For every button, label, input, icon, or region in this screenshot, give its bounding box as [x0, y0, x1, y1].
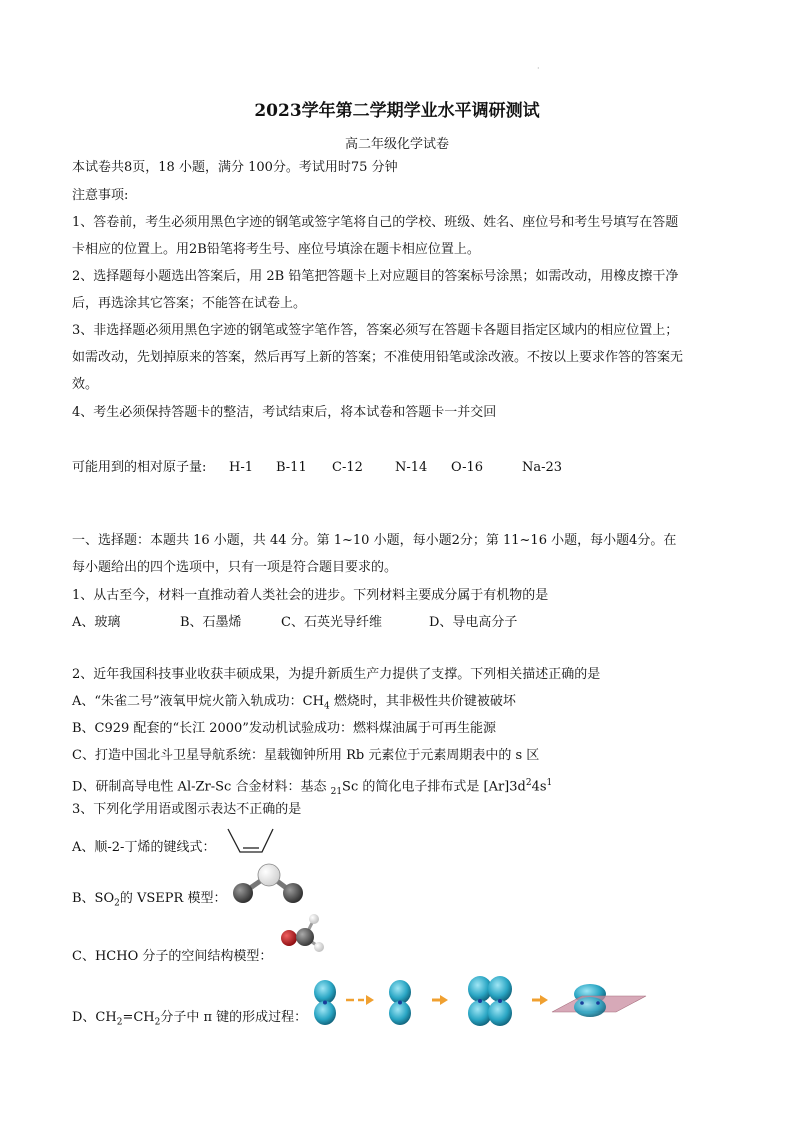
question-2-stem: 2、近年我国科技事业收获丰硕成果，为提升新质生产力提供了支撑。下列相关描述正确的是	[72, 667, 601, 682]
option-b-text-1: B、SO	[72, 891, 115, 906]
oxygen-atom-right	[283, 883, 303, 903]
option-d-superscript-2: 1	[546, 778, 553, 788]
note-3-line-2: 如需改动，先划掉原来的答案，然后再写上新的答案；不准使用铅笔或涂改液。不按以上要求作答的答案无	[72, 350, 684, 365]
atomic-mass-b: B-11	[276, 460, 307, 475]
option-d-subscript-1: 2	[116, 1017, 123, 1028]
sulfur-atom	[258, 864, 280, 886]
p-orbital-left-stage-1	[314, 980, 336, 1025]
atomic-mass-na: Na-23	[522, 460, 563, 475]
hydrogen-atom-top	[309, 914, 319, 924]
exam-title: 2023学年第二学期学业水平调研测试	[254, 101, 540, 121]
option-d-subscript-2: 2	[154, 1017, 161, 1028]
question-1-stem: 1、从古至今，材料一直推动着人类社会的进步。下列材料主要成分属于有机物的是	[72, 588, 549, 603]
note-4: 4、考生必须保持答题卡的整洁，考试结束后，将本试卷和答题卡一并交回	[72, 405, 497, 420]
atomic-mass-o: O-16	[451, 460, 484, 475]
oxygen-atom	[281, 930, 297, 946]
arrow-3	[532, 995, 548, 1005]
question-3-stem: 3、下列化学用语或图示表达不正确的是	[72, 802, 302, 817]
option-d-text-3: 4s	[531, 779, 547, 795]
question-3-option-d	[72, 1008, 307, 1033]
question-2-option-c: C、打造中国北斗卫星导航系统：星载铷钟所用 Rb 元素位于元素周期表中的 s 区	[72, 748, 540, 763]
section-1-intro-line-1: 一、选择题：本题共 16 小题，共 44 分。第 1~10 小题，每小题2分；第 11~16 小题，每小题4分。在	[72, 533, 677, 548]
oxygen-atom-left	[233, 883, 253, 903]
atomic-mass-c: C-12	[332, 460, 363, 475]
note-2-line-2: 后，再选涂其它答案；不能答在试卷上。	[72, 296, 307, 311]
exam-info: 本试卷共8页，18 小题，满分 100分。考试用时75 分钟	[72, 160, 398, 175]
atomic-mass-label: 可能用到的相对原子量:	[72, 460, 207, 475]
question-1-option-d: D、导电高分子	[429, 615, 518, 630]
atomic-mass-n: N-14	[395, 460, 428, 475]
option-b-text-2: 的 VSEPR 模型：	[119, 891, 227, 906]
note-2-line-1: 2、选择题每小题选出答案后，用 2B 铅笔把答题卡上对应题目的答案标号涂黑；如需改动，用橡皮擦干净	[72, 269, 679, 284]
hcho-space-model-figure	[278, 911, 328, 959]
option-d-subscript: 21	[330, 786, 343, 797]
option-d-text-2: Sc 的简化电子排布式是 [Ar]3d	[342, 779, 526, 795]
atomic-mass-h: H-1	[229, 460, 254, 475]
question-1-option-c: C、石英光导纤维	[281, 615, 382, 630]
option-d-text-1: D、CH	[72, 1010, 117, 1025]
carbon-atom	[296, 928, 314, 946]
overlapping-p-orbitals	[468, 976, 512, 1026]
cis-2-butene-skeletal-figure	[226, 826, 276, 856]
option-d-text-3: 分子中 π 键的形成过程：	[160, 1010, 308, 1025]
option-b-subscript: 2	[114, 898, 120, 909]
question-1-option-b: B、石墨烯	[180, 615, 242, 630]
pi-bond-formation-figure	[310, 972, 650, 1032]
question-2-option-a	[72, 692, 516, 717]
section-1-intro-line-2: 每小题给出的四个选项中，只有一项是符合题目要求的。	[72, 560, 398, 575]
hydrogen-atom-bottom	[314, 942, 324, 952]
option-d-text-1: D、研制高导电性 Al-Zr-Sc 合金材料：基态	[72, 779, 331, 795]
note-1-line-1: 1、答卷前，考生必须用黑色字迹的钢笔或签字笔将自己的学校、班级、姓名、座位号和考生号填写在答题	[72, 215, 679, 230]
so2-vsepr-model-figure	[230, 862, 306, 906]
question-2-option-d	[72, 773, 552, 802]
option-d-text-2: =CH	[122, 1010, 155, 1025]
question-3-option-b	[72, 889, 226, 914]
note-3-line-3: 效。	[72, 377, 99, 392]
arrow-2	[432, 995, 448, 1005]
scan-speck: ·	[537, 64, 540, 73]
option-a-text-1: A、“朱雀二号”液氧甲烷火箭入轨成功：CH	[72, 694, 324, 709]
question-3-option-c: C、HCHO 分子的空间结构模型：	[72, 949, 273, 964]
option-d-superscript-1: 2	[525, 778, 532, 788]
p-orbital-right-stage-1	[389, 980, 411, 1025]
question-1-option-a: A、玻璃	[72, 615, 121, 630]
question-3-option-a: A、顺-2-丁烯的键线式：	[72, 840, 216, 855]
option-a-text-2: 燃烧时，其非极性共价键被破坏	[329, 694, 516, 709]
note-3-line-1: 3、非选择题必须用黑色字迹的钢笔或签字笔作答，答案必须写在答题卡各题目指定区域内的相应位置上；	[72, 323, 679, 338]
pi-bond-with-nodal-plane	[552, 984, 646, 1017]
exam-subtitle: 高二年级化学试卷	[344, 137, 449, 152]
notes-heading: 注意事项:	[72, 188, 129, 203]
question-2-option-b: B、C929 配套的“长江 2000”发动机试验成功：燃料煤油属于可再生能源	[72, 721, 496, 736]
option-a-subscript: 4	[323, 701, 330, 712]
note-1-line-2: 卡相应的位置上。用2B铅笔将考生号、座位号填涂在题卡相应位置上。	[72, 242, 480, 257]
dashed-arrow-1	[346, 995, 374, 1005]
